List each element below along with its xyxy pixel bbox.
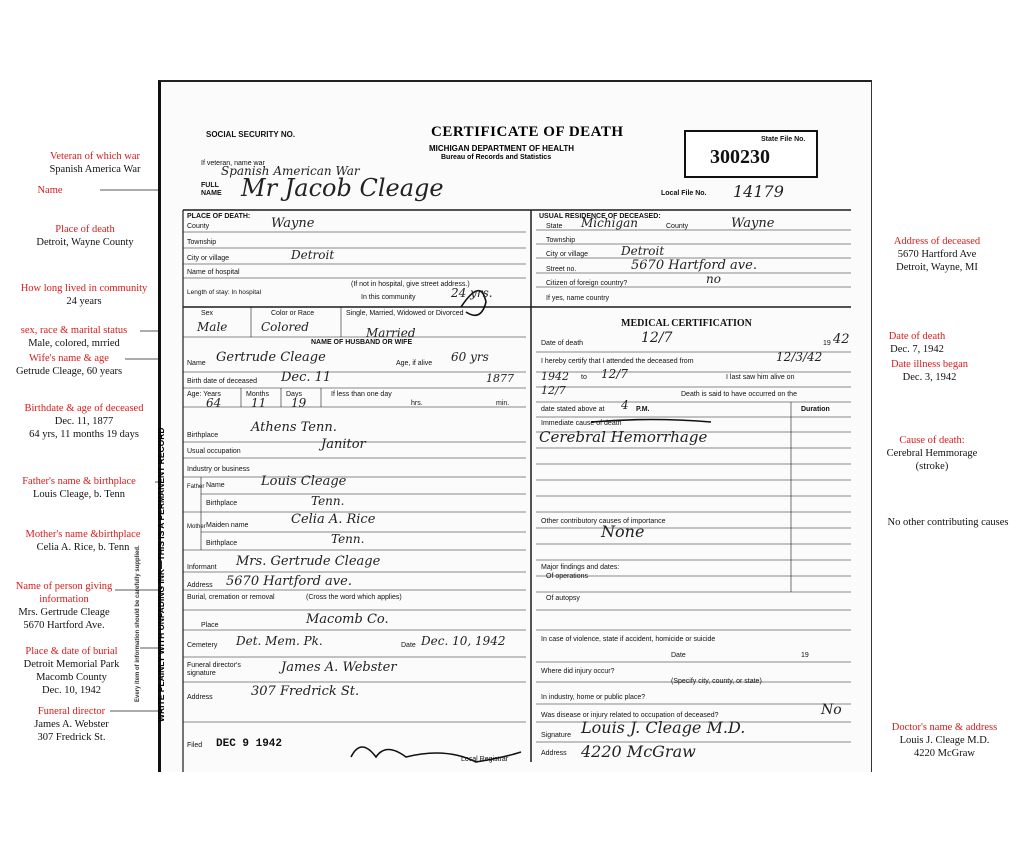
time-handwriting: 4 <box>621 398 629 412</box>
injury-year: 19 <box>801 652 809 659</box>
death-year-handwriting: 42 <box>833 332 850 347</box>
annotation-value: Detroit Memorial Park <box>23 659 120 670</box>
industry-place-label: In industry, home or public place? <box>541 694 646 701</box>
signature-address-label: Address <box>541 750 567 757</box>
operations-label: Of operations <box>546 573 589 580</box>
filed-stamp: DEC 9 1942 <box>216 738 283 750</box>
spouse-name-label: Name <box>187 360 206 367</box>
ssn-label: SOCIAL SECURITY NO. <box>206 130 296 139</box>
annotation-address <box>872 235 1002 274</box>
bureau-name: Bureau of Records and Statistics <box>441 154 552 161</box>
attended-to-handwriting: 12/7 <box>601 367 628 381</box>
color-handwriting: Colored <box>261 320 309 334</box>
certify-text: I hereby certify that I attended the deceased from <box>541 358 694 365</box>
occupation-handwriting: Janitor <box>321 437 366 452</box>
informant-address-handwriting: 5670 Hartford ave. <box>226 574 352 589</box>
age-months-label: Months <box>246 391 269 398</box>
annotation-place-of-death <box>10 223 160 249</box>
res-county-label: County <box>666 223 689 230</box>
city-label: City or village <box>187 255 230 262</box>
where-injury-label: Where did injury occur? <box>541 668 615 675</box>
signature-address-handwriting: 4220 McGraw <box>581 742 696 761</box>
violence-label: In case of violence, state if accident, homicide or suicide <box>541 636 716 643</box>
local-file-label: Local File No. <box>661 190 707 197</box>
annotation-value: 4220 McGraw <box>914 748 975 759</box>
birthplace-label: Birthplace <box>187 432 219 439</box>
spouse-handwriting: Gertrude Cleage <box>216 350 326 365</box>
date-of-death-handwriting: 12/7 <box>641 330 673 346</box>
annotation-value: 307 Fredrick St. <box>37 732 106 743</box>
annotation-value: Louis Cleage, b. Tenn <box>32 489 126 500</box>
veteran-handwriting: Spanish American War <box>221 164 360 178</box>
annotation-title: Birthdate & age of deceased <box>24 403 144 414</box>
other-causes-label: Other contributory causes of importance <box>541 518 666 525</box>
informant-handwriting: Mrs. Gertrude Cleage <box>236 554 381 569</box>
annotation-value: (stroke) <box>915 461 949 472</box>
annotation-value: Dec. 3, 1942 <box>902 372 957 383</box>
father-birthplace-label: Birthplace <box>206 500 238 507</box>
to-label: to <box>581 374 587 381</box>
age-days-label: Days <box>286 391 302 398</box>
annotation-informant <box>4 580 124 632</box>
injury-date-label: Date <box>671 652 686 659</box>
mother-birthplace-label: Birthplace <box>206 540 238 547</box>
county-label: County <box>187 223 210 230</box>
mother-birthplace-handwriting: Tenn. <box>331 532 365 546</box>
funeral-address-label: Address <box>187 694 213 701</box>
cemetery-handwriting: Det. Mem. Pk. <box>236 634 323 648</box>
funeral-address-handwriting: 307 Fredrick St. <box>251 684 360 699</box>
mother-name-label: Maiden name <box>206 522 249 529</box>
annotation-value: Cerebral Hemmorage <box>886 448 978 459</box>
res-city-handwriting: Detroit <box>621 244 665 258</box>
annotation-title: Place of death <box>55 224 115 235</box>
color-label: Color or Race <box>271 310 315 317</box>
birthplace-handwriting: Athens Tenn. <box>251 420 337 435</box>
mother-label: Mother <box>187 524 206 530</box>
other-causes-handwriting: None <box>601 522 645 541</box>
annotation-value: Mrs. Gertrude Cleage <box>18 607 110 618</box>
annotation-value: Celia A. Rice, b. Tenn <box>36 542 130 553</box>
annotation-title: Date of death <box>888 331 946 342</box>
annotation-father <box>4 475 154 501</box>
annotation-title: How long lived in community <box>20 283 148 294</box>
side-instruction: Every item of information should be carefully supplied. <box>135 545 141 702</box>
full-name-label: FULL NAME <box>201 182 222 197</box>
veteran-label: If veteran, name war <box>201 160 265 167</box>
age-days-handwriting: 19 <box>291 396 307 410</box>
annotation-value: Detroit, Wayne County <box>36 237 134 248</box>
county-handwriting: Wayne <box>271 216 315 231</box>
informant-address-label: Address <box>187 582 213 589</box>
mother-handwriting: Celia A. Rice <box>291 512 376 527</box>
min-label: min. <box>496 400 510 407</box>
state-handwriting: Michigan <box>581 216 638 230</box>
said-text: Death is said to have occurred on the <box>681 391 797 398</box>
date-of-death-label: Date of death <box>541 340 584 347</box>
date-label: Date <box>401 642 416 649</box>
department-name: MICHIGAN DEPARTMENT OF HEALTH <box>429 144 575 153</box>
age-years-label: Age: Years <box>187 391 221 398</box>
annotation-title: Wife's name & age <box>29 353 109 364</box>
annotation-burial <box>4 645 139 697</box>
annotation-funeral <box>4 705 139 744</box>
annotation-title: sex, race & marital status <box>20 325 128 336</box>
community-label: In this community <box>361 294 416 301</box>
occupation-label: Usual occupation <box>187 448 241 455</box>
annotation-wife <box>4 352 134 378</box>
last-saw-text: I last saw him alive on <box>726 374 795 381</box>
annotation-cause <box>872 434 992 473</box>
permanent-record-notice: WRITE PLAINLY WITH UNFADING INK—THIS IS A PERMANENT RECORD <box>156 427 166 722</box>
date-above-text: date stated above at <box>541 406 605 413</box>
annotation-title: Cause of death: <box>899 435 965 446</box>
immediate-cause-label: Immediate cause of death <box>541 420 622 427</box>
major-findings-label: Major findings and dates: <box>541 564 620 571</box>
township-label: Township <box>187 239 217 246</box>
burial-label: Burial, cremation or removal <box>187 594 275 601</box>
birth-year-handwriting: 1877 <box>486 372 514 385</box>
annotation-title: Name <box>37 185 63 196</box>
annotation-title: information <box>39 594 89 605</box>
autopsy-label: Of autopsy <box>546 595 580 602</box>
annotation-value: Dec. 10, 1942 <box>42 685 101 696</box>
annotation-title: Address of deceased <box>893 236 981 247</box>
sex-label: Sex <box>201 310 214 317</box>
city-handwriting: Detroit <box>291 248 335 262</box>
state-file-number: 300230 <box>710 146 770 168</box>
related-handwriting: No <box>821 702 842 718</box>
signature-label: Signature <box>541 732 571 739</box>
annotation-title: Father's name & birthplace <box>22 476 136 487</box>
res-city-label: City or village <box>546 251 589 258</box>
pm-label: P.M. <box>636 406 650 413</box>
place-handwriting: Macomb Co. <box>306 612 389 627</box>
annotation-value: 5670 Hartford Ave. <box>23 620 105 631</box>
funeral-director-label: Funeral director's signature <box>187 662 241 677</box>
burial-note: (Cross the word which applies) <box>306 594 402 601</box>
annotation-date-of-death <box>872 330 962 356</box>
place-of-death-label: PLACE OF DEATH: <box>187 213 251 220</box>
death-year-prefix: 19 <box>823 340 831 347</box>
hospital-label: Name of hospital <box>187 269 240 276</box>
filed-label: Filed <box>187 742 203 749</box>
age-months-handwriting: 11 <box>251 396 267 410</box>
spouse-age-handwriting: 60 yrs <box>451 350 489 364</box>
funeral-director-handwriting: James A. Webster <box>281 660 397 675</box>
annotation-title: Place & date of burial <box>25 646 118 657</box>
local-file-number: 14179 <box>733 182 784 201</box>
res-township-label: Township <box>546 237 576 244</box>
annotation-no-other <box>874 516 1022 529</box>
specify-label: (Specify city, county, or state) <box>671 678 762 685</box>
certificate-title: CERTIFICATE OF DEATH <box>431 124 624 140</box>
immediate-cause-handwriting: Cerebral Hemorrhage <box>539 428 708 446</box>
cemetery-label: Cemetery <box>187 642 218 649</box>
informant-label: Informant <box>187 564 217 571</box>
annotation-title: Veteran of which war <box>49 151 141 162</box>
full-name-handwriting: Mr Jacob Cleage <box>241 174 444 202</box>
annotation-title: Date illness began <box>891 359 968 370</box>
annotation-value: 24 years <box>66 296 102 307</box>
state-label: State <box>546 223 563 230</box>
annotation-value: Getrude Cleage, 60 years <box>15 366 123 377</box>
state-file-label: State File No. <box>761 136 806 143</box>
annotation-value: Macomb County <box>36 672 107 683</box>
birth-date-label: Birth date of deceased <box>187 378 258 385</box>
place-label: Place <box>201 622 219 629</box>
local-registrar-label: Local Registrar <box>461 756 509 763</box>
usual-residence-label: USUAL RESIDENCE OF DECEASED: <box>539 213 661 220</box>
annotation-title: Funeral director <box>37 706 106 717</box>
annotation-name <box>20 184 80 197</box>
citizen-label: Citizen of foreign country? <box>546 280 628 287</box>
annotation-how-long <box>4 282 164 308</box>
related-occupation-label: Was disease or injury related to occupation of deceased? <box>541 712 719 719</box>
father-handwriting: Louis Cleage <box>261 474 347 489</box>
annotation-value: 5670 Hartford Ave <box>897 249 977 260</box>
industry-label: Industry or business <box>187 466 250 473</box>
state-file-box <box>684 130 818 178</box>
street-handwriting: 5670 Hartford ave. <box>631 258 757 273</box>
annotation-value: Detroit, Wayne, MI <box>896 262 978 273</box>
less-than-day-label: If less than one day <box>331 391 392 398</box>
birth-date-handwriting: Dec. 11 <box>281 370 332 385</box>
attended-from-handwriting: 12/3/42 <box>776 350 823 364</box>
last-saw-handwriting: 12/7 <box>541 384 566 397</box>
country-label: If yes, name country <box>546 295 610 302</box>
citizen-handwriting: no <box>706 272 721 286</box>
father-birthplace-handwriting: Tenn. <box>311 494 345 508</box>
annotation-value: James A. Webster <box>34 719 109 730</box>
annotation-value: Male, colored, mrried <box>28 338 120 349</box>
annotation-value: Spanish America War <box>49 164 141 175</box>
husband-wife-label: NAME OF HUSBAND OR WIFE <box>311 339 413 346</box>
annotation-title: Doctor's name & address <box>891 722 998 733</box>
father-label: Father <box>187 484 205 490</box>
annotation-value: No other contributing causes <box>887 517 1009 528</box>
annotation-title: Mother's name &birthplace <box>25 529 141 540</box>
res-county-handwriting: Wayne <box>731 216 775 231</box>
annotation-value: Dec. 11, 1877 <box>54 416 114 427</box>
hospital-note: (If not in hospital, give street address.) <box>351 281 470 288</box>
community-handwriting: 24 yrs. <box>451 286 493 300</box>
medical-certification-title: MEDICAL CERTIFICATION <box>621 318 752 329</box>
attended-year-handwriting: 1942 <box>541 370 569 383</box>
annotation-illness-began <box>872 358 987 384</box>
annotation-value: 64 yrs, 11 months 19 days <box>29 429 139 440</box>
father-name-label: Name <box>206 482 225 489</box>
age-years-handwriting: 64 <box>206 396 222 410</box>
death-certificate <box>135 80 872 772</box>
length-of-stay-label: Length of stay: In hospital <box>187 289 262 296</box>
annotation-sex-race <box>4 324 144 350</box>
street-label: Street no. <box>546 266 577 273</box>
age-if-alive-label: Age, if alive <box>396 360 433 367</box>
marital-label: Single, Married, Widowed or Divorced <box>346 310 464 317</box>
marital-handwriting: Married <box>366 326 416 340</box>
sex-handwriting: Male <box>197 320 228 334</box>
signature-handwriting: Louis J. Cleage M.D. <box>581 718 746 737</box>
duration-label: Duration <box>801 406 830 413</box>
annotation-doctor <box>872 721 1017 760</box>
annotation-title: Name of person giving <box>15 581 113 592</box>
hrs-label: hrs. <box>411 400 423 407</box>
annotation-value: Louis J. Cleage M.D. <box>899 735 990 746</box>
annotation-value: Dec. 7, 1942 <box>890 344 944 355</box>
annotation-veteran <box>10 150 180 176</box>
annotation-birthdate <box>4 402 164 441</box>
date-handwriting: Dec. 10, 1942 <box>421 634 506 648</box>
